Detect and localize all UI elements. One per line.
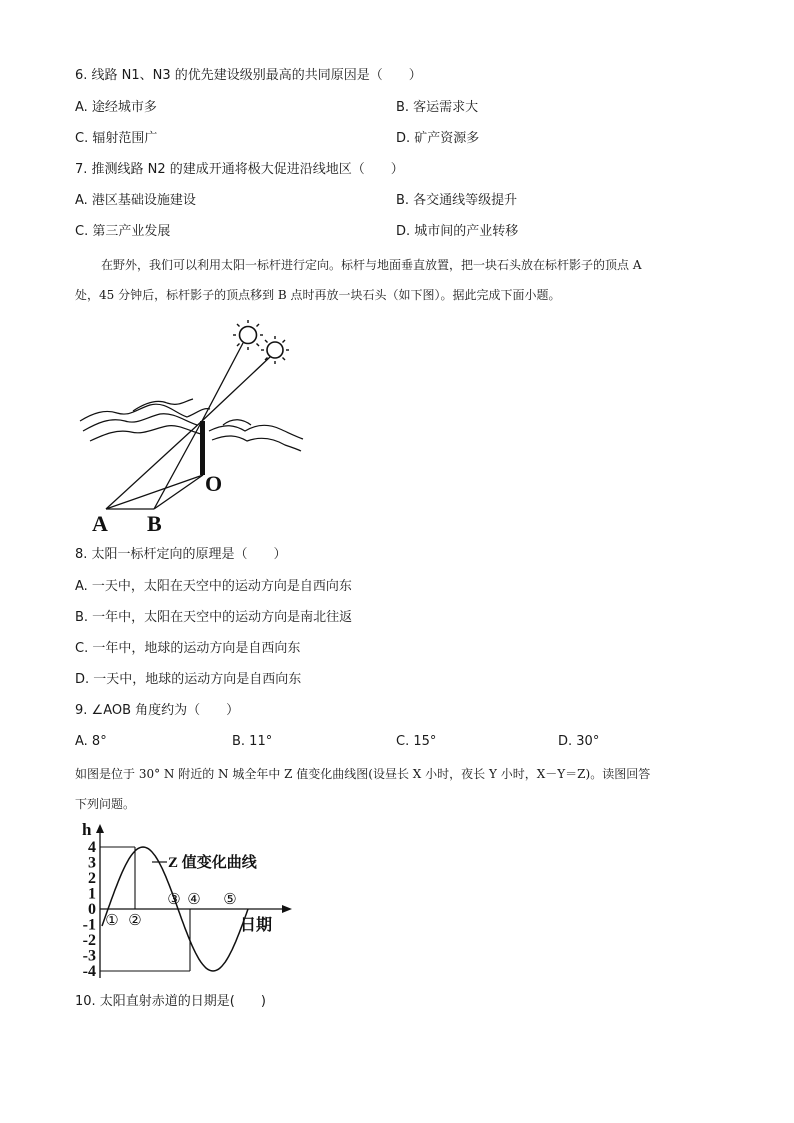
y-tick-label: -3 xyxy=(82,947,96,965)
y-tick-label: 2 xyxy=(88,870,96,887)
q6-option-b[interactable]: B. 客运需求大 xyxy=(396,100,479,115)
y-tick-label: 3 xyxy=(88,854,96,872)
pole xyxy=(200,421,205,475)
sun-pole-figure xyxy=(75,313,315,538)
y-tick-label: -4 xyxy=(82,963,96,980)
date-marker: ⑤ xyxy=(223,892,237,908)
x-axis-arrow xyxy=(282,905,292,913)
q7-option-a[interactable]: A. 港区基础设施建设 xyxy=(75,193,196,208)
label-a: A xyxy=(92,511,108,536)
y-tick-label: -1 xyxy=(82,916,96,934)
label-b: B xyxy=(147,511,162,536)
passage2-line2: 下列问题。 xyxy=(75,797,136,811)
q8-option-c[interactable]: C. 一年中，地球的运动方向是自西向东 xyxy=(75,641,301,656)
passage1-line1: 在野外，我们可以利用太阳一标杆进行定向。标杆与地面垂直放置，把一块石头放在标杆影子的顶点 A xyxy=(101,258,642,272)
q6-option-c[interactable]: C. 辐射范围广 xyxy=(75,131,158,146)
y-tick-label: 1 xyxy=(88,885,96,903)
date-marker: ① xyxy=(105,913,119,929)
date-marker: ③ xyxy=(167,892,181,908)
curve-label: Z 值变化曲线 xyxy=(168,855,257,871)
q6-option-a[interactable]: A. 途经城市多 xyxy=(75,100,157,115)
label-o: O xyxy=(205,471,223,496)
sun-ray xyxy=(202,343,270,421)
q6-option-d[interactable]: D. 矿产资源多 xyxy=(396,131,480,146)
q9-option-c[interactable]: C. 15° xyxy=(396,734,437,749)
q8-option-b[interactable]: B. 一年中，太阳在天空中的运动方向是南北往返 xyxy=(75,610,353,625)
q8-stem: 8. 太阳一标杆定向的原理是（ ） xyxy=(75,547,287,562)
q8-option-a[interactable]: A. 一天中，太阳在天空中的运动方向是自西向东 xyxy=(75,579,352,594)
sun-icon xyxy=(233,320,263,350)
shadow-line xyxy=(106,421,203,509)
date-marker: ④ xyxy=(187,892,201,908)
y-tick-label: 4 xyxy=(88,839,96,856)
q10-stem: 10. 太阳直射赤道的日期是( ) xyxy=(75,994,266,1009)
q6-stem: 6. 线路 N1、N3 的优先建设级别最高的共同原因是（ ） xyxy=(75,68,422,83)
date-marker: ② xyxy=(128,913,142,929)
passage2-line1: 如图是位于 30° N 附近的 N 城全年中 Z 值变化曲线图(设昼长 X 小时，夜长 Y 小时，X－Y＝Z)。读图回答 xyxy=(75,767,651,781)
q7-option-b[interactable]: B. 各交通线等级提升 xyxy=(396,193,518,208)
q7-stem: 7. 推测线路 N2 的建成开通将极大促进沿线地区（ ） xyxy=(75,162,404,177)
q9-option-b[interactable]: B. 11° xyxy=(232,734,273,749)
q9-stem: 9. ∠AOB 角度约为（ ） xyxy=(75,703,240,718)
passage1-line2: 处，45 分钟后，标杆影子的顶点移到 B 点时再放一块石头（如下图）。据此完成下面小题。 xyxy=(75,288,561,302)
q9-option-a[interactable]: A. 8° xyxy=(75,734,107,749)
z-value-chart xyxy=(72,818,302,988)
q8-option-d[interactable]: D. 一天中，地球的运动方向是自西向东 xyxy=(75,672,302,687)
mountain-outline xyxy=(80,399,303,451)
sun-icon xyxy=(261,336,289,364)
q7-option-c[interactable]: C. 第三产业发展 xyxy=(75,224,171,239)
y-tick-label: 0 xyxy=(88,901,96,918)
q9-option-d[interactable]: D. 30° xyxy=(558,734,600,749)
q7-option-d[interactable]: D. 城市间的产业转移 xyxy=(396,224,519,239)
y-axis-arrow xyxy=(96,824,104,833)
y-tick-label: -2 xyxy=(82,932,96,949)
y-axis-label: h xyxy=(82,820,92,839)
x-axis-label: 日期 xyxy=(240,917,273,934)
